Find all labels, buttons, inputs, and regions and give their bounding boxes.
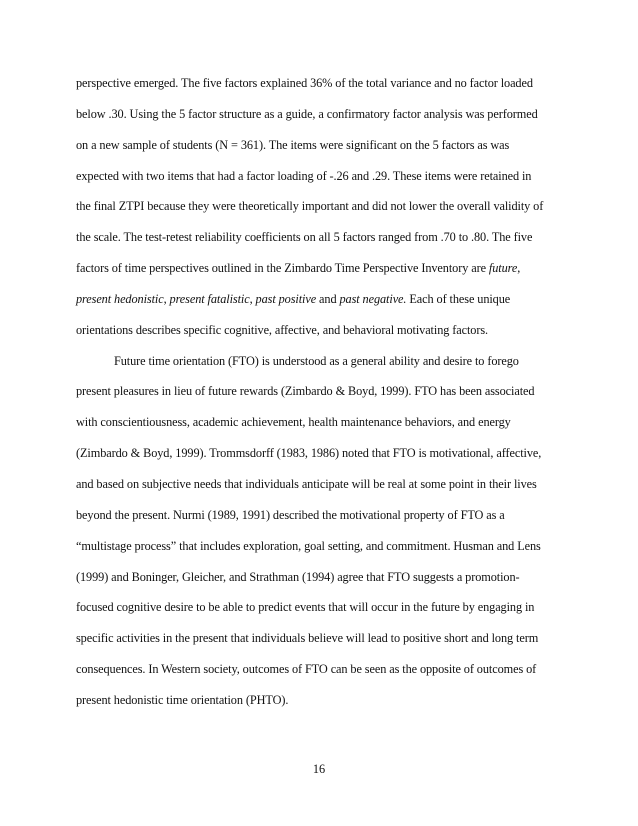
text-line (76, 284, 572, 315)
italic-term: future (488, 261, 518, 276)
italic-term: present fatalistic (169, 291, 250, 306)
text-segment: and (316, 291, 340, 306)
text-line: the scale. The test-retest reliability coefficients on all 5 factors ranged from .70 to .80. The five (76, 230, 533, 245)
text-segment: Each of these unique (406, 291, 511, 306)
text-segment: factors of time perspectives outlined in the Zimbardo Time Perspective Inventory are (76, 261, 489, 276)
italic-term: past negative. (339, 291, 407, 306)
text-segment: , (249, 291, 256, 306)
text-line: consequences. In Western society, outcomes of FTO can be seen as the opposite of outcomes of (76, 662, 537, 677)
text-line: (Zimbardo & Boyd, 1999). Trommsdorff (1983, 1986) noted that FTO is motivational, affective, (76, 446, 542, 461)
text-line: expected with two items that had a factor loading of -.26 and .29. These items were retained in (76, 168, 532, 183)
text-line: (1999) and Boninger, Gleicher, and Strathman (1994) agree that FTO suggests a promotion- (76, 569, 520, 584)
text-line: beyond the present. Nurmi (1989, 1991) described the motivational property of FTO as a (76, 507, 505, 522)
text-line: the final ZTPI because they were theoretically important and did not lower the overall validity of (76, 199, 544, 214)
text-line: with conscientiousness, academic achievement, health maintenance behaviors, and energy (76, 415, 511, 430)
text-segment: , (163, 291, 170, 306)
text-line: “multistage process” that includes exploration, goal setting, and commitment. Husman and Lens (76, 538, 541, 553)
paragraph-first-line: Future time orientation (FTO) is understood as a general ability and desire to forego (114, 353, 519, 368)
italic-term: present hedonistic (76, 291, 164, 306)
text-line: and based on subjective needs that individuals anticipate will be real at some point in their lives (76, 476, 537, 491)
text-line: orientations describes specific cognitive, affective, and behavioral motivating factors. (76, 322, 488, 337)
text-line (76, 253, 572, 284)
text-line: specific activities in the present that individuals believe will lead to positive short and long term (76, 631, 539, 646)
text-line: focused cognitive desire to be able to predict events that will occur in the future by engaging in (76, 600, 535, 615)
page-number: 16 (312, 762, 326, 776)
text-line: perspective emerged. The five factors explained 36% of the total variance and no factor loaded (76, 76, 533, 90)
text-line: present hedonistic time orientation (PHTO). (76, 692, 289, 707)
text-line: below .30. Using the 5 factor structure as a guide, a confirmatory factor analysis was performed (76, 106, 538, 121)
italic-term: past positive (255, 291, 317, 306)
body-text (76, 68, 572, 716)
text-line: present pleasures in lieu of future rewards (Zimbardo & Boyd, 1999). FTO has been associated (76, 384, 535, 399)
text-line: on a new sample of students (N = 361). The items were significant on the 5 factors as was (76, 137, 510, 152)
text-segment: , (517, 261, 521, 276)
